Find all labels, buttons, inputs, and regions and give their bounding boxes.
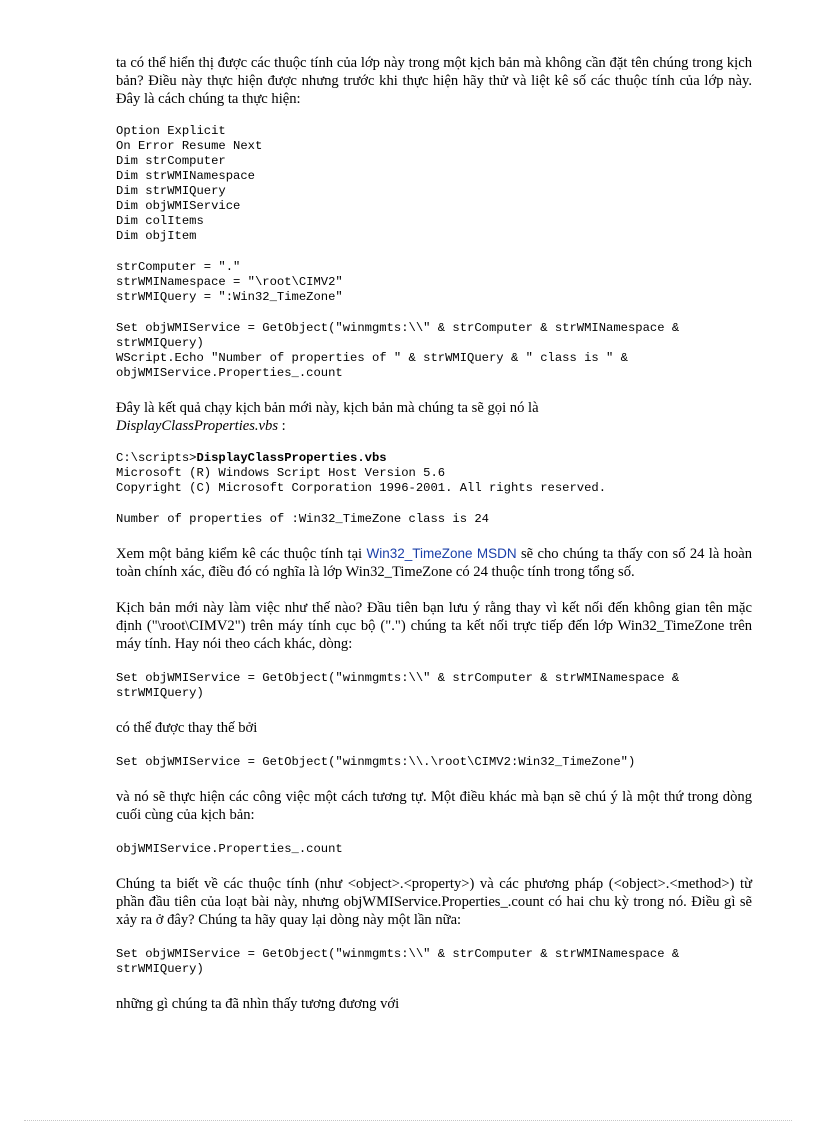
paragraph-properties-methods: Chúng ta biết về các thuộc tính (như <object>.<property>) và các phương pháp (<object>.<method>) từ phần đầu tiên của loạt bài này, nhưng objWMIService.Properties_.count có hai chu kỳ trong nó. Điều gì sẽ xảy ra ở đây? Chúng ta hãy quay lại dòng này một lần nữa:: [116, 876, 752, 928]
code-block-console: [116, 451, 752, 496]
code-block-getobject-repeat: Set objWMIService = GetObject("winmgmts:\\" & strComputer & strWMINamespace & strWMIQuery): [116, 947, 680, 976]
paragraph-result: Đây là kết quả chạy kịch bản mới này, kịch bản mà chúng ta sẽ gọi nó là DisplayClassProperties.vbs :: [116, 400, 539, 434]
console-command: DisplayClassProperties.vbs: [196, 451, 387, 465]
paragraph-intro: ta có thể hiển thị được các thuộc tính của lớp này trong một kịch bản mà không cần đặt tên chúng trong kịch bản? Điều này thực hiện được nhưng trước khi thực hiện hãy thử và liệt kê số các thuộc tính của lớp này. Đây là cách chúng ta thực hiện:: [116, 55, 752, 107]
code-block-declarations: Option Explicit On Error Resume Next Dim strComputer Dim strWMINamespace Dim strWMIQuery Dim objWMIService Dim colItems Dim objItem: [116, 124, 263, 243]
script-filename: DisplayClassProperties.vbs: [116, 418, 279, 434]
document-body: [116, 54, 752, 1013]
paragraph-result-text: Đây là kết quả chạy kịch bản mới này, kịch bản mà chúng ta sẽ gọi nó là: [116, 400, 539, 416]
paragraph-last-line: và nó sẽ thực hiện các công việc một cách tương tự. Một điều khác mà bạn sẽ chú ý là một thứ trong dòng cuối cùng của kịch bản:: [116, 789, 752, 823]
code-block-properties-count: objWMIService.Properties_.count: [116, 842, 343, 856]
paragraph-how-it-works: Kịch bản mới này làm việc như thế nào? Đầu tiên bạn lưu ý rằng thay vì kết nối đến không gian tên mặc định ("\root\CIMV2") trên máy tính cục bộ (".") chúng ta kết nối trực tiếp đến lớp Win32_TimeZone trên máy tính. Hay nói theo cách khác, dòng:: [116, 600, 752, 652]
code-block-direct-moniker: Set objWMIService = GetObject("winmgmts:\\.\root\CIMV2:Win32_TimeZone"): [116, 755, 636, 769]
paragraph-replace: có thể được thay thế bởi: [116, 720, 258, 736]
paragraph-equivalent: những gì chúng ta đã nhìn thấy tương đương với: [116, 996, 400, 1012]
code-block-output-count: Number of properties of :Win32_TimeZone class is 24: [116, 512, 489, 526]
paragraph-msdn: Xem một bảng kiểm kê các thuộc tính tại Win32_TimeZone MSDN sẽ cho chúng ta thấy con số 24 là hoàn toàn chính xác, điều đó có nghĩa là lớp Win32_TimeZone có 24 thuộc tính trong tổng số.: [116, 546, 752, 580]
msdn-link[interactable]: Win32_TimeZone MSDN: [366, 546, 517, 561]
console-output: Microsoft (R) Windows Script Host Version 5.6 Copyright (C) Microsoft Corporation 1996-2001. All rights reserved.: [116, 466, 607, 495]
code-block-getobject: Set objWMIService = GetObject("winmgmts:\\" & strComputer & strWMINamespace & strWMIQuery) WScript.Echo "Number of properties of " & strWMIQuery & " class is " & objWMIService.Properties_.count: [116, 321, 680, 380]
console-prompt: C:\scripts>: [116, 451, 197, 465]
code-block-variables: strComputer = "." strWMINamespace = "\root\CIMV2" strWMIQuery = ":Win32_TimeZone": [116, 260, 343, 304]
code-block-getobject-line: Set objWMIService = GetObject("winmgmts:\\" & strComputer & strWMINamespace & strWMIQuery): [116, 671, 680, 700]
page-bottom-rule: [24, 1120, 792, 1121]
